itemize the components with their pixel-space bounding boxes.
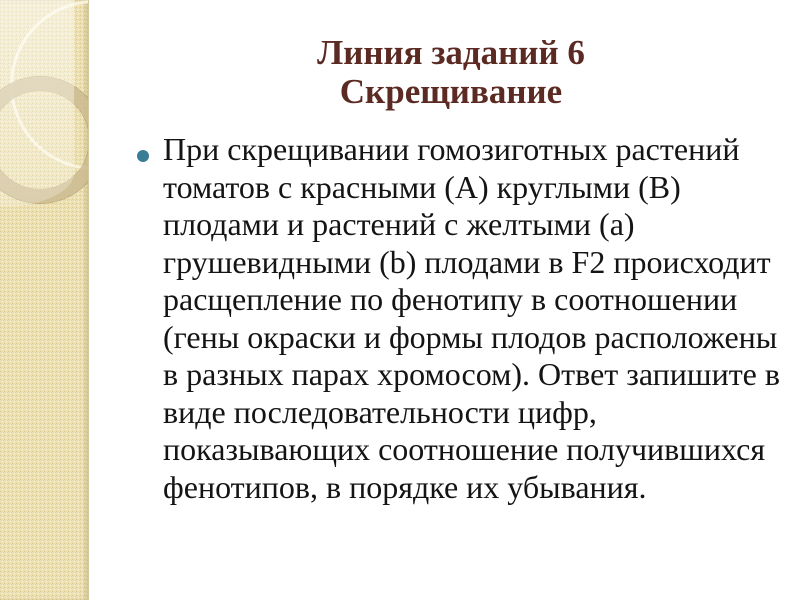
bullet-text-line: фенотипов, в порядке их убывания. — [163, 468, 647, 505]
sidebar-decoration — [0, 0, 89, 600]
bullet-text-line: показывающих соотношение получившихся — [163, 431, 766, 467]
slide-content — [88, 0, 800, 600]
slide-title-line-2: Скрещивание — [339, 72, 563, 111]
bullet-text-line: (гены окраски и формы плодов расположены — [163, 318, 778, 355]
bullet-item — [137, 131, 800, 506]
bullet-dot-icon — [137, 150, 149, 162]
bullet-text-line: расщепление по фенотипу в соотношении — [163, 281, 738, 317]
bullet-text — [163, 131, 800, 506]
bullet-text-line: грушевидными (b) плодами в F2 происходит — [163, 243, 771, 280]
bullet-text-line: плодами и растений с желтыми (a) — [163, 206, 635, 242]
bullet-text-line: виде последовательности цифр, — [163, 393, 597, 430]
bullet-text-line: При скрещивании гомозиготных растений — [163, 131, 740, 167]
bullet-text-line: в разных парах хромосом). Ответ запишите в — [163, 356, 780, 392]
bullet-text-line: томатов с красными (A) круглыми (B) — [163, 168, 681, 205]
slide-title — [102, 33, 800, 111]
slide-title-line-1: Линия заданий 6 — [317, 33, 585, 72]
sidebar-highlight — [0, 0, 74, 207]
